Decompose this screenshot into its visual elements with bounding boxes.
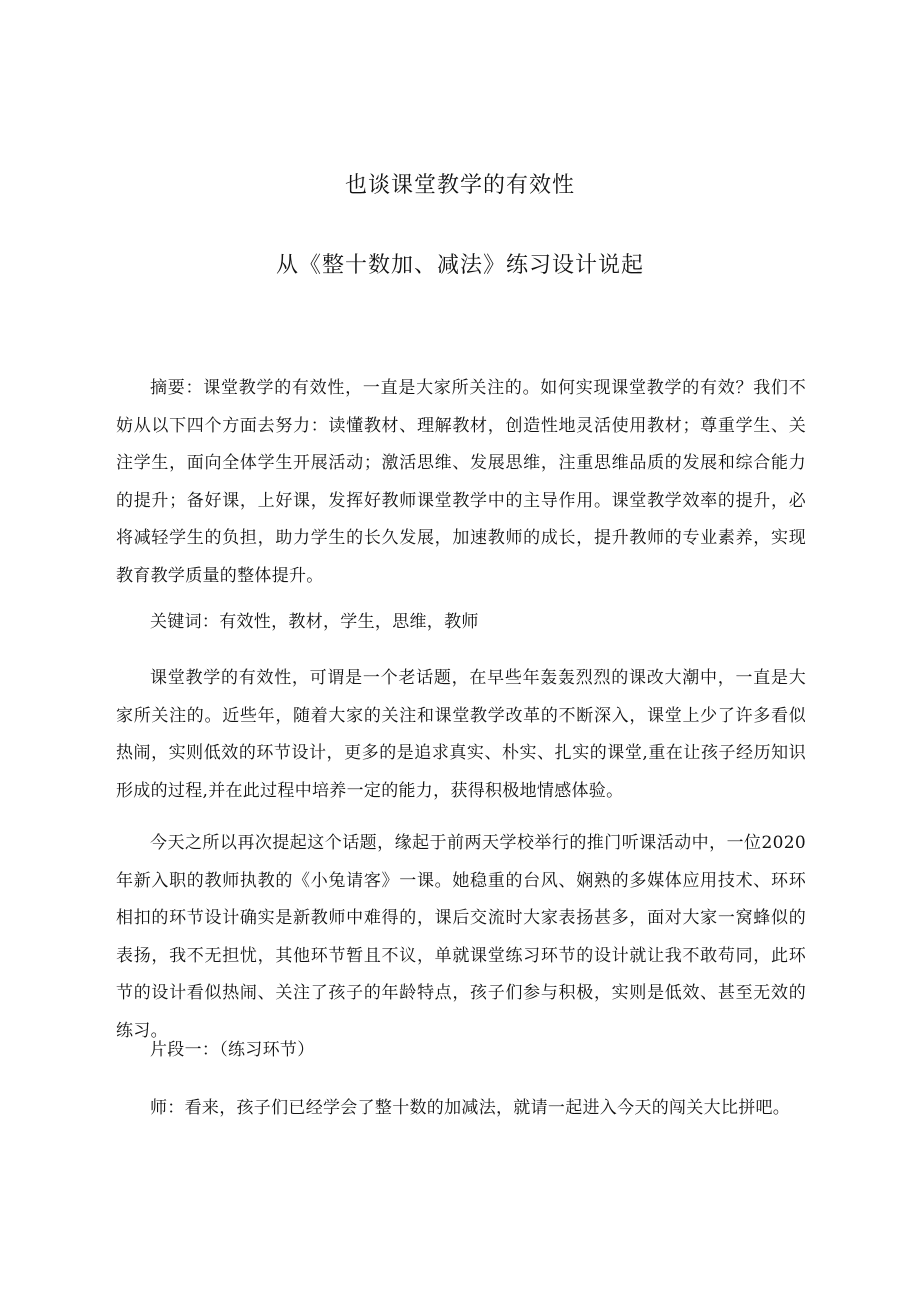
document-title: 也谈课堂教学的有效性 — [344, 173, 575, 198]
teacher-line: 师：看来，孩子们已经学会了整十数的加减法，就请一起进入今天的闯关大比拼吧。 — [150, 1098, 791, 1118]
fragment-heading: 片段一：（练习环节） — [150, 1040, 315, 1060]
keywords-line: 关键词：有效性，教材，学生，思维，教师 — [150, 612, 479, 632]
document-subtitle: 从《整十数加、减法》练习设计说起 — [275, 253, 644, 278]
abstract-paragraph: 摘要：课堂教学的有效性，一直是大家所关注的。如何实现课堂教学的有效？我们不妨从以下四个方面去努力：读懂教材、理解教材，创造性地灵活使用教材；尊重学生、关注学生，面向全体学生开展活动；激活思维、发展思维，注重思维品质的发展和综合能力的提升；备好课，上好课，发挥好教师课堂教学中的主导作用。课堂教学效率的提升，必将减轻学生的负担，助力学生的长久发展，加速教师的成长，提升教师的专业素养，实现教育教学质量的整体提升。 — [116, 378, 806, 586]
body-paragraph-2: 今天之所以再次提起这个话题，缘起于前两天学校举行的推门听课活动中，一位2020年新入职的教师执教的《小兔请客》一课。她稳重的台风、娴熟的多媒体应用技术、环环相扣的环节设计确实是新教师中难得的，课后交流时大家表扬甚多，面对大家一窝蜂似的表扬，我不无担忧，其他环节暂且不议，单就课堂练习环节的设计就让我不敢苟同，此环节的设计看似热闹、关注了孩子的年龄特点，孩子们参与积极，实则是低效、甚至无效的练习。 — [116, 833, 806, 1041]
body-paragraph-1: 课堂教学的有效性，可谓是一个老话题，在早些年轰轰烈烈的课改大潮中，一直是大家所关注的。近些年，随着大家的关注和课堂教学改革的不断深入，课堂上少了许多看似热闹，实则低效的环节设计，更多的是追求真实、朴实、扎实的课堂,重在让孩子经历知识形成的过程,并在此过程中培养一定的能力，获得积极地情感体验。 — [116, 668, 806, 801]
